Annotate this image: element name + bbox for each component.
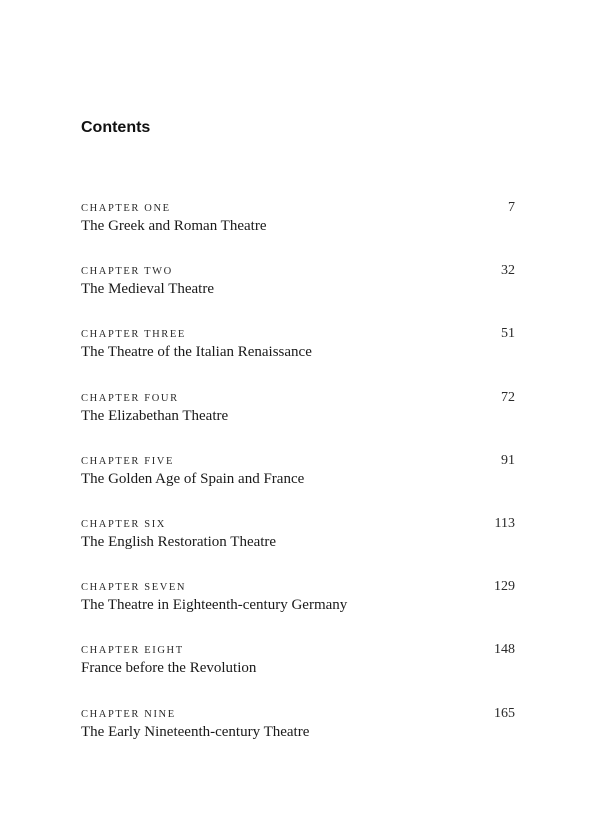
chapter-label: CHAPTER FIVE bbox=[81, 455, 174, 467]
toc-entry[interactable] bbox=[81, 516, 515, 569]
chapter-title: The Theatre of the Italian Renaissance bbox=[81, 344, 312, 361]
page-number: 148 bbox=[494, 642, 515, 658]
toc-entry[interactable] bbox=[81, 326, 515, 379]
chapter-title: The Golden Age of Spain and France bbox=[81, 470, 305, 487]
chapter-title: The Theatre in Eighteenth-century Germany bbox=[81, 597, 348, 614]
chapter-title: France before the Revolution bbox=[81, 660, 257, 677]
page-title: Contents bbox=[81, 119, 151, 136]
page-number: 165 bbox=[494, 705, 515, 721]
page-number: 129 bbox=[494, 579, 515, 595]
page-number: 32 bbox=[501, 263, 515, 279]
toc-entry[interactable] bbox=[81, 452, 515, 506]
page-number: 72 bbox=[501, 389, 515, 405]
page-number: 7 bbox=[508, 200, 515, 215]
chapter-title: The Medieval Theatre bbox=[81, 281, 214, 298]
page-number: 113 bbox=[494, 516, 515, 531]
toc-entry[interactable] bbox=[81, 200, 515, 253]
chapter-title: The Greek and Roman Theatre bbox=[81, 218, 267, 234]
toc-entry[interactable] bbox=[81, 263, 515, 316]
chapter-title: The Early Nineteenth-century Theatre bbox=[81, 723, 310, 740]
page-number: 51 bbox=[501, 326, 515, 342]
toc-entry[interactable] bbox=[81, 389, 515, 443]
chapter-label: CHAPTER NINE bbox=[81, 708, 176, 720]
chapter-label: CHAPTER SIX bbox=[81, 519, 166, 530]
chapter-label: CHAPTER THREE bbox=[81, 329, 186, 341]
chapter-label: CHAPTER ONE bbox=[81, 203, 171, 214]
toc-entry[interactable] bbox=[81, 579, 515, 632]
toc-entry[interactable] bbox=[81, 642, 515, 695]
chapter-title: The Elizabethan Theatre bbox=[81, 407, 229, 424]
chapter-title: The English Restoration Theatre bbox=[81, 534, 277, 550]
chapter-label: CHAPTER SEVEN bbox=[81, 582, 187, 594]
page-number: 91 bbox=[501, 452, 515, 468]
chapter-label: CHAPTER EIGHT bbox=[81, 645, 184, 657]
chapter-label: CHAPTER TWO bbox=[81, 266, 173, 278]
chapter-label: CHAPTER FOUR bbox=[81, 392, 179, 404]
toc-entry[interactable] bbox=[81, 705, 515, 759]
